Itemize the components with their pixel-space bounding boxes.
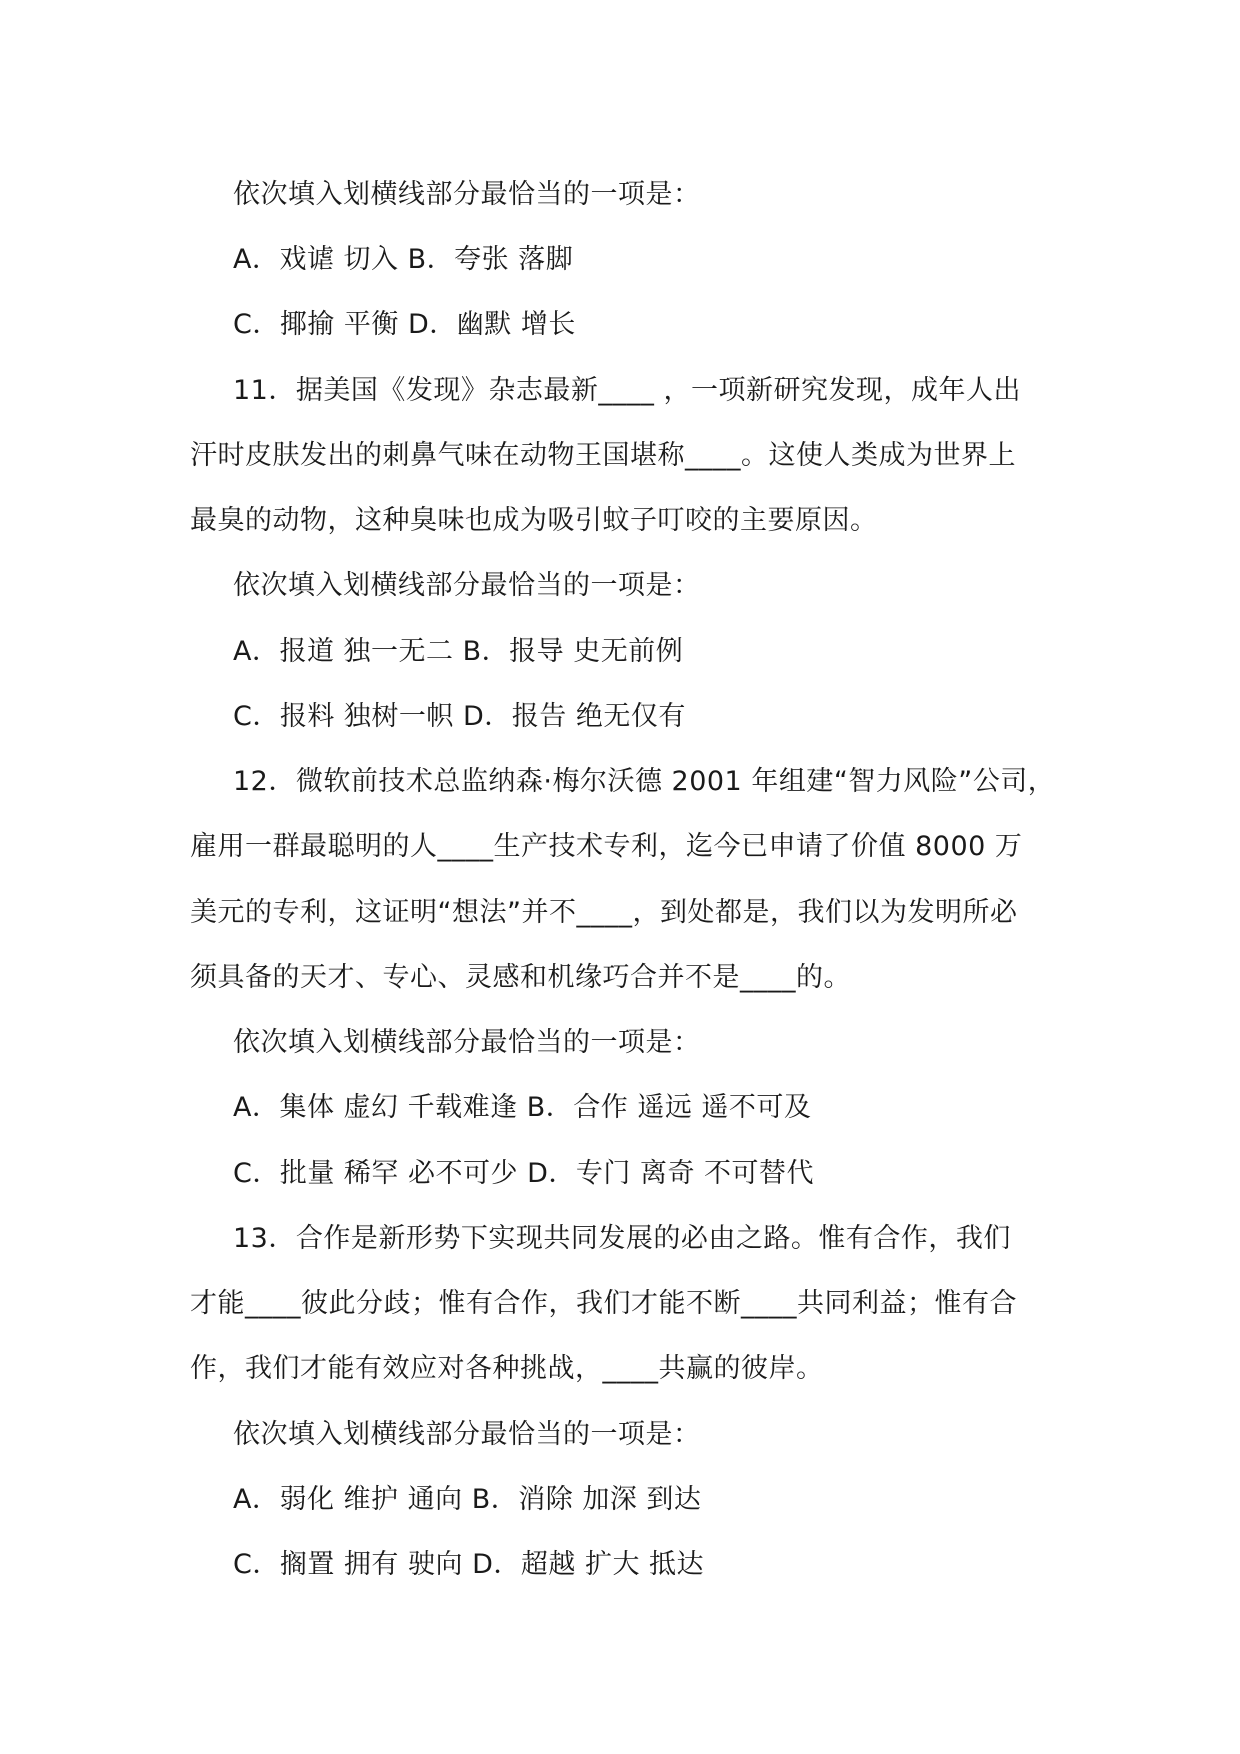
text-line: 美元的专利，这证明“想法”并不____，到处都是，我们以为发明所必 bbox=[190, 897, 1018, 928]
text-line: A．报道 独一无二 B．报导 史无前例 bbox=[233, 636, 684, 667]
text-line: 依次填入划横线部分最恰当的一项是： bbox=[233, 570, 701, 601]
text-line: 依次填入划横线部分最恰当的一项是： bbox=[233, 1027, 701, 1058]
text-line: C．搁置 拥有 驶向 D．超越 扩大 抵达 bbox=[233, 1549, 705, 1580]
text-line: 汗时皮肤发出的刺鼻气味在动物王国堪称____。这使人类成为世界上 bbox=[190, 440, 1016, 471]
text-line: C．批量 稀罕 必不可少 D．专门 离奇 不可替代 bbox=[233, 1158, 815, 1189]
text-line: C．报料 独树一帜 D．报告 绝无仅有 bbox=[233, 701, 686, 732]
text-line: 依次填入划横线部分最恰当的一项是： bbox=[233, 1419, 701, 1450]
text-line: 最臭的动物，这种臭味也成为吸引蚊子叮咬的主要原因。 bbox=[190, 505, 878, 536]
text-line: 须具备的天才、专心、灵感和机缘巧合并不是____的。 bbox=[190, 962, 851, 993]
text-line: 12．微软前技术总监纳森·梅尔沃德 2001 年组建“智力风险”公司， bbox=[233, 766, 1056, 797]
text-line: 依次填入划横线部分最恰当的一项是： bbox=[233, 179, 701, 210]
text-line: A．戏谑 切入 B．夸张 落脚 bbox=[233, 244, 574, 275]
text-line: 才能____彼此分歧；惟有合作，我们才能不断____共同利益；惟有合 bbox=[190, 1288, 1017, 1319]
text-line: 作，我们才能有效应对各种挑战，____共赢的彼岸。 bbox=[190, 1353, 824, 1384]
text-line: 雇用一群最聪明的人____生产技术专利，迄今已申请了价值 8000 万 bbox=[190, 831, 1023, 862]
text-line: A．集体 虚幻 千载难逢 B．合作 遥远 遥不可及 bbox=[233, 1092, 812, 1123]
text-line: A．弱化 维护 通向 B．消除 加深 到达 bbox=[233, 1484, 702, 1515]
text-line: 11．据美国《发现》杂志最新____ ，一项新研究发现，成年人出 bbox=[233, 375, 1021, 406]
text-line: 13．合作是新形势下实现共同发展的必由之路。惟有合作，我们 bbox=[233, 1223, 1011, 1254]
text-line: C．揶揄 平衡 D．幽默 增长 bbox=[233, 309, 576, 340]
